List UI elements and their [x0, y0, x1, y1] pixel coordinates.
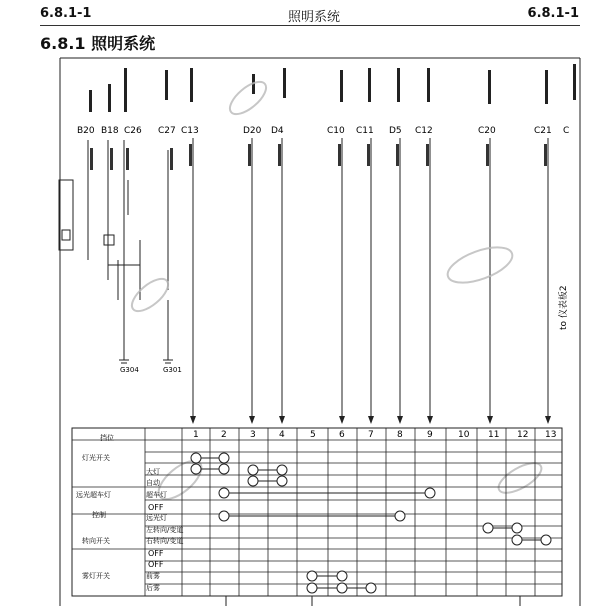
wire-arrow	[487, 416, 493, 424]
wire-tag	[90, 148, 93, 170]
grid-corner-label: 挡位	[100, 434, 114, 442]
ground-symbols	[119, 360, 173, 363]
wire-tag	[126, 148, 129, 170]
grid-frame	[72, 428, 562, 596]
group-label-control: 控制	[92, 511, 106, 519]
pin-label: C	[563, 126, 570, 136]
header-left-code: 6.8.1-1	[40, 6, 92, 21]
grid-column-number: 8	[397, 430, 403, 440]
pin-label: C21	[534, 126, 552, 136]
pin-label: C27	[158, 126, 176, 136]
wire-tag	[189, 144, 192, 166]
row-label-off-2: OFF	[148, 549, 164, 558]
circle-contact-icon	[191, 453, 201, 463]
circle-contact-icon	[219, 453, 229, 463]
pin-label: D5	[389, 126, 402, 136]
wire-arrow	[190, 416, 196, 424]
switch-circuitry	[59, 140, 168, 360]
circle-contact-icon	[337, 571, 347, 581]
circle-contact-icon	[277, 465, 287, 475]
grid-column-number: 11	[488, 430, 500, 440]
wire-tag	[396, 144, 399, 166]
pin-label: B18	[101, 126, 119, 136]
wire-tag	[248, 144, 251, 166]
group-label-high-beam: 远光超车灯	[76, 491, 111, 499]
watermark-logo-icon	[127, 76, 546, 506]
circle-contact-icon	[512, 535, 522, 545]
row-label-off-3: OFF	[148, 560, 164, 569]
grid-column-number: 1	[193, 430, 199, 440]
circle-contact-icon	[248, 465, 258, 475]
wire-tag	[338, 144, 341, 166]
group-label-fog-switch: 雾灯开关	[82, 572, 110, 580]
pin-label: C10	[327, 126, 345, 136]
group-label-light-switch: 灯光开关	[82, 454, 110, 462]
grid-column-number: 2	[221, 430, 227, 440]
wire-tag	[544, 144, 547, 166]
pin-label: C26	[124, 126, 142, 136]
circle-contact-icon	[277, 476, 287, 486]
top-label-marks	[89, 64, 576, 112]
group-label-turn-switch: 转向开关	[82, 537, 110, 545]
grid-column-number: 13	[545, 430, 557, 440]
row-label-high-beam: 远光灯	[146, 514, 167, 522]
circle-contact-icon	[219, 488, 229, 498]
header-right-code: 6.8.1-1	[527, 6, 579, 21]
pin-label: D20	[243, 126, 262, 136]
grid-column-number: 3	[250, 430, 256, 440]
pin-label: D4	[271, 126, 284, 136]
row-label-left-turn: 左转向/变道	[146, 526, 184, 534]
grid-column-number: 7	[368, 430, 374, 440]
row-label-flash: 超车灯	[146, 491, 167, 499]
circle-contact-icon	[395, 511, 405, 521]
pin-label: C13	[181, 126, 199, 136]
row-label-off-1: OFF	[148, 503, 164, 512]
circle-contact-icon	[191, 464, 201, 474]
row-label-rear-fog: 后雾	[146, 584, 160, 592]
pin-label: B20	[77, 126, 95, 136]
circle-contact-icon	[483, 523, 493, 533]
wire-tag	[278, 144, 281, 166]
ground-label-g304: G304	[120, 366, 139, 374]
wire-tag	[486, 144, 489, 166]
grid-column-number: 5	[310, 430, 316, 440]
row-label-headlamp: 大灯	[146, 468, 160, 476]
wire-tag	[367, 144, 370, 166]
grid-column-number: 12	[517, 430, 529, 440]
wire-tag	[426, 144, 429, 166]
grid-column-number: 9	[427, 430, 433, 440]
ground-label-g301: G301	[163, 366, 182, 374]
wire-tag	[170, 148, 173, 170]
pin-label: C12	[415, 126, 433, 136]
section-number: 6.8.1	[40, 34, 86, 53]
circle-contact-icon	[541, 535, 551, 545]
wire-arrow	[427, 416, 433, 424]
side-note-text: to 仪表板2	[559, 285, 569, 330]
grid-column-number: 10	[458, 430, 470, 440]
wire-group	[90, 138, 551, 424]
pin-label: C11	[356, 126, 374, 136]
row-label-front-fog: 前雾	[146, 572, 160, 580]
circle-contact-icon	[248, 476, 258, 486]
circle-contact-icon	[307, 571, 317, 581]
wire-arrow	[397, 416, 403, 424]
row-label-auto: 自动	[146, 479, 160, 487]
grid-column-number: 6	[339, 430, 345, 440]
wire-arrow	[339, 416, 345, 424]
circle-contact-icon	[425, 488, 435, 498]
circle-contact-icon	[337, 583, 347, 593]
grid-column-number: 4	[279, 430, 285, 440]
circle-contact-icon	[307, 583, 317, 593]
row-label-right-turn: 右转向/变道	[146, 537, 184, 545]
header-title: 照明系统	[288, 10, 341, 25]
pin-label-row	[77, 126, 569, 136]
section-name: 照明系统	[91, 34, 156, 53]
wire-tag	[110, 148, 113, 170]
pin-label: C20	[478, 126, 496, 136]
circle-contact-icon	[366, 583, 376, 593]
circle-contact-icon	[219, 464, 229, 474]
wire-arrow	[249, 416, 255, 424]
wire-arrow	[545, 416, 551, 424]
wire-arrow	[279, 416, 285, 424]
circle-contact-icon	[219, 511, 229, 521]
wire-arrow	[368, 416, 374, 424]
circle-contact-icon	[512, 523, 522, 533]
